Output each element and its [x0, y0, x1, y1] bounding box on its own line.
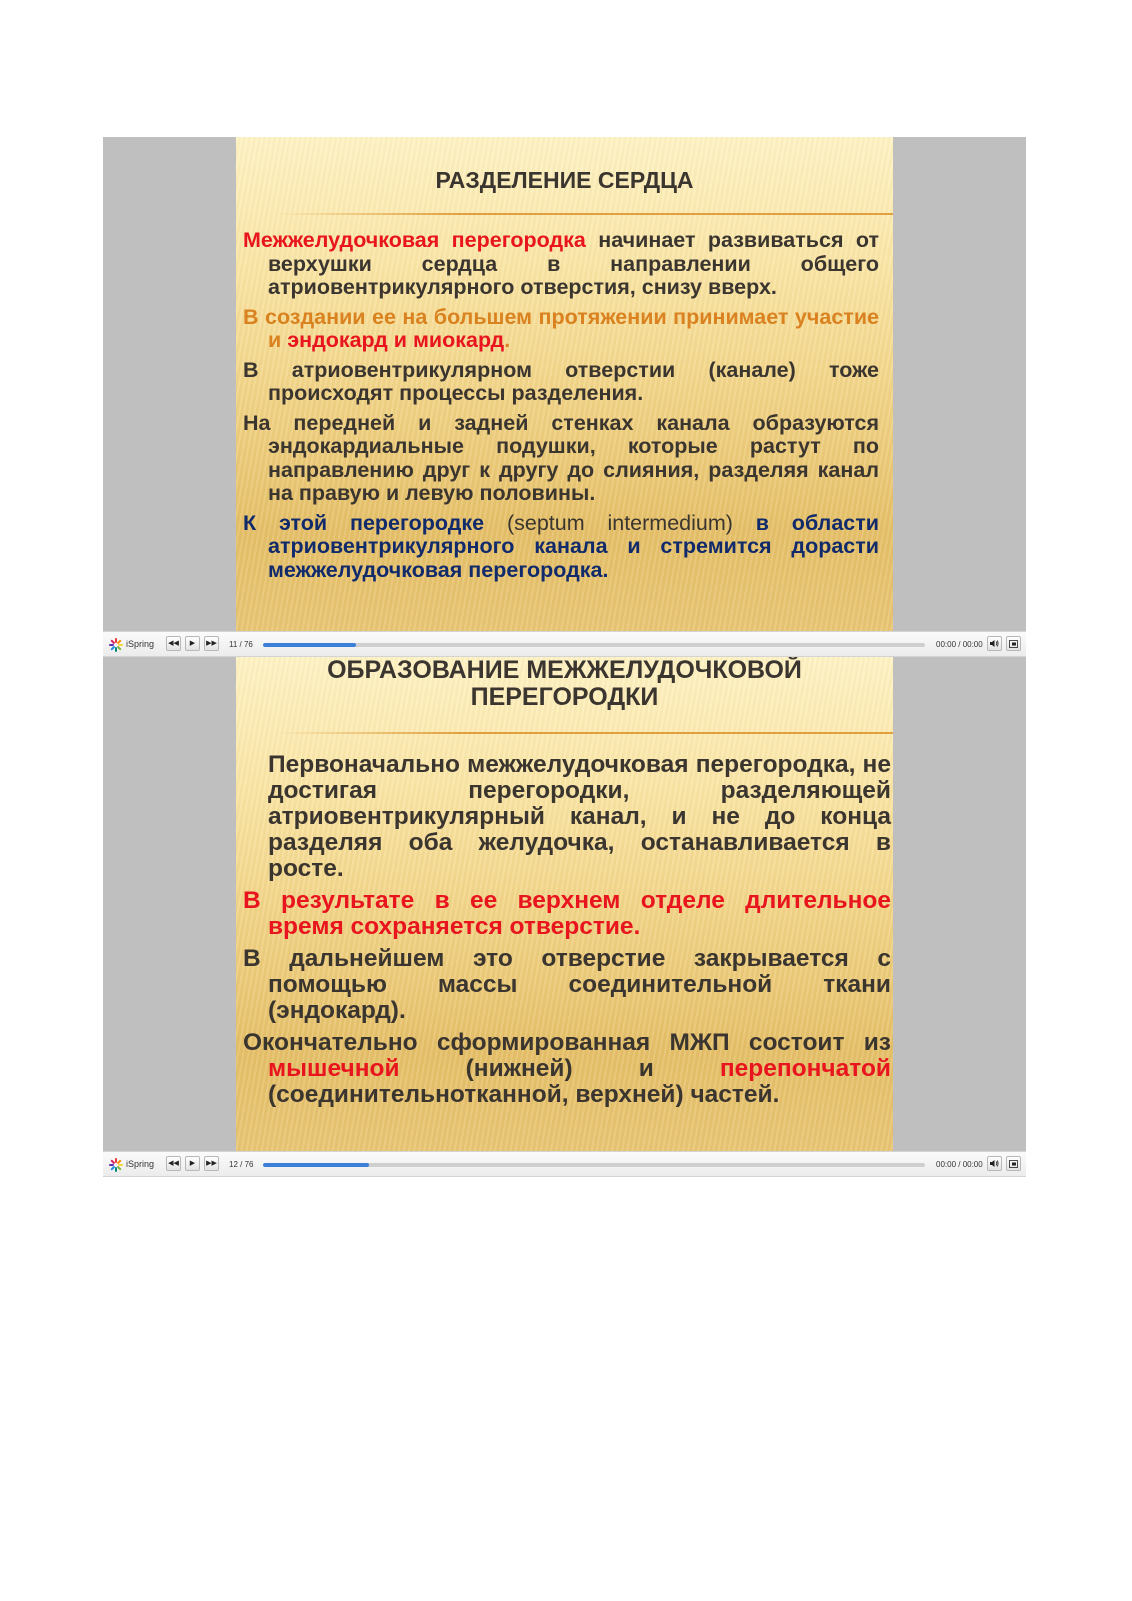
fullscreen-icon: [1009, 640, 1018, 648]
slide-paragraph: [243, 306, 879, 353]
volume-icon: [990, 639, 999, 648]
title-divider: [276, 213, 893, 215]
player-control-bar: [103, 1151, 1026, 1177]
slide-counter: 12 / 76: [229, 1160, 254, 1169]
volume-icon: [990, 1159, 999, 1168]
slide-stage: [103, 137, 1026, 631]
progress-bar[interactable]: [263, 1163, 925, 1167]
slide-title: РАЗДЕЛЕНИЕ СЕРДЦА: [435, 167, 694, 193]
slide-paragraph: [243, 1030, 891, 1108]
time-readout: 00:00 / 00:00: [936, 1160, 983, 1169]
ispring-logo-icon: [109, 638, 123, 652]
progress-fill: [263, 1163, 369, 1167]
text-run: (septum intermedium): [506, 510, 733, 535]
text-run: эндокард и миокард: [287, 328, 505, 352]
title-divider: [276, 732, 893, 734]
fullscreen-button[interactable]: [1006, 1156, 1021, 1171]
text-run: В атриовентрикулярном отверстии (канале) тоже происходят процессы разделения.: [243, 357, 879, 405]
volume-button[interactable]: [987, 636, 1002, 651]
progress-fill: [263, 643, 356, 647]
time-readout: 00:00 / 00:00: [936, 640, 983, 649]
text-run: К этой перегородке: [243, 510, 507, 535]
slide: [236, 657, 893, 1151]
ispring-logo-icon: [109, 1158, 123, 1172]
text-run: (нижней) и: [399, 1055, 720, 1082]
play-icon: ▶: [189, 640, 196, 647]
play-icon: ▶: [189, 1160, 196, 1167]
previous-slide-button[interactable]: [166, 636, 181, 651]
text-run: начинает развиваться от верхушки сердца в направлении общего атриовентрикулярного отверстия, снизу вверх.: [268, 228, 879, 299]
text-run: в области атриовентрикулярного канала и стремится дорасти межжелудочковая перегородка.: [268, 510, 880, 582]
slide-title: ОБРАЗОВАНИЕ МЕЖЖЕЛУДОЧКОВОЙ ПЕРЕГОРОДКИ: [327, 657, 802, 711]
progress-bar[interactable]: [263, 643, 925, 647]
presentation-player-2: [103, 657, 1026, 1177]
text-run: перепончатой: [719, 1055, 891, 1082]
text-run: Первоначально межжелудочковая перегородка, не достигая перегородки, разделяющей атриовентрикулярный канал, и не до конца разделяя оба желудочка, останавливается в росте.: [268, 751, 891, 882]
text-run: В дальнейшем это отверстие закрывается с помощью массы соединительной ткани (эндокард).: [243, 945, 891, 1024]
text-run: Окончательно сформированная МЖП состоит из: [243, 1029, 891, 1056]
text-run: В создании ее на большем протяжении принимает участие и: [243, 304, 879, 352]
play-button[interactable]: [185, 1156, 200, 1171]
slide-paragraph: [243, 946, 891, 1024]
slide-paragraph: [243, 359, 879, 406]
text-run: Межжелудочковая перегородка: [243, 228, 586, 252]
slide-body: [243, 229, 879, 588]
play-button[interactable]: [185, 636, 200, 651]
slide-counter: 11 / 76: [229, 640, 253, 649]
slide-paragraph: [243, 229, 879, 300]
fullscreen-icon: [1009, 1160, 1018, 1168]
slide-paragraph: [243, 888, 891, 940]
fast-forward-icon: ▶▶: [206, 1160, 217, 1167]
slide-paragraph: [243, 412, 879, 506]
text-run: мышечной: [268, 1055, 400, 1082]
text-run: (соединительнотканной, верхней) частей.: [268, 1081, 780, 1108]
presentation-player-1: [103, 137, 1026, 657]
player-brand: iSpring: [126, 639, 155, 649]
slide-paragraph: [243, 512, 879, 583]
fullscreen-button[interactable]: [1006, 636, 1021, 651]
player-control-bar: [103, 631, 1026, 657]
rewind-icon: ◀◀: [168, 640, 179, 647]
slide: [236, 137, 893, 631]
text-run: .: [504, 328, 511, 352]
player-brand: iSpring: [126, 1159, 155, 1169]
text-run: На передней и задней стенках канала образуются эндокардиальные подушки, которые растут по направлению друг к другу до слияния, разделяя канал на правую и левую половины.: [243, 410, 879, 505]
fast-forward-icon: ▶▶: [206, 640, 217, 647]
next-slide-button[interactable]: [204, 1156, 219, 1171]
text-run: В результате в ее верхнем отделе длительное время сохраняется отверстие.: [243, 887, 891, 940]
volume-button[interactable]: [987, 1156, 1002, 1171]
next-slide-button[interactable]: [204, 636, 219, 651]
rewind-icon: ◀◀: [168, 1160, 179, 1167]
slide-paragraph: [243, 752, 891, 882]
slide-body: [243, 752, 891, 1114]
slide-stage: [103, 657, 1026, 1151]
previous-slide-button[interactable]: [166, 1156, 181, 1171]
